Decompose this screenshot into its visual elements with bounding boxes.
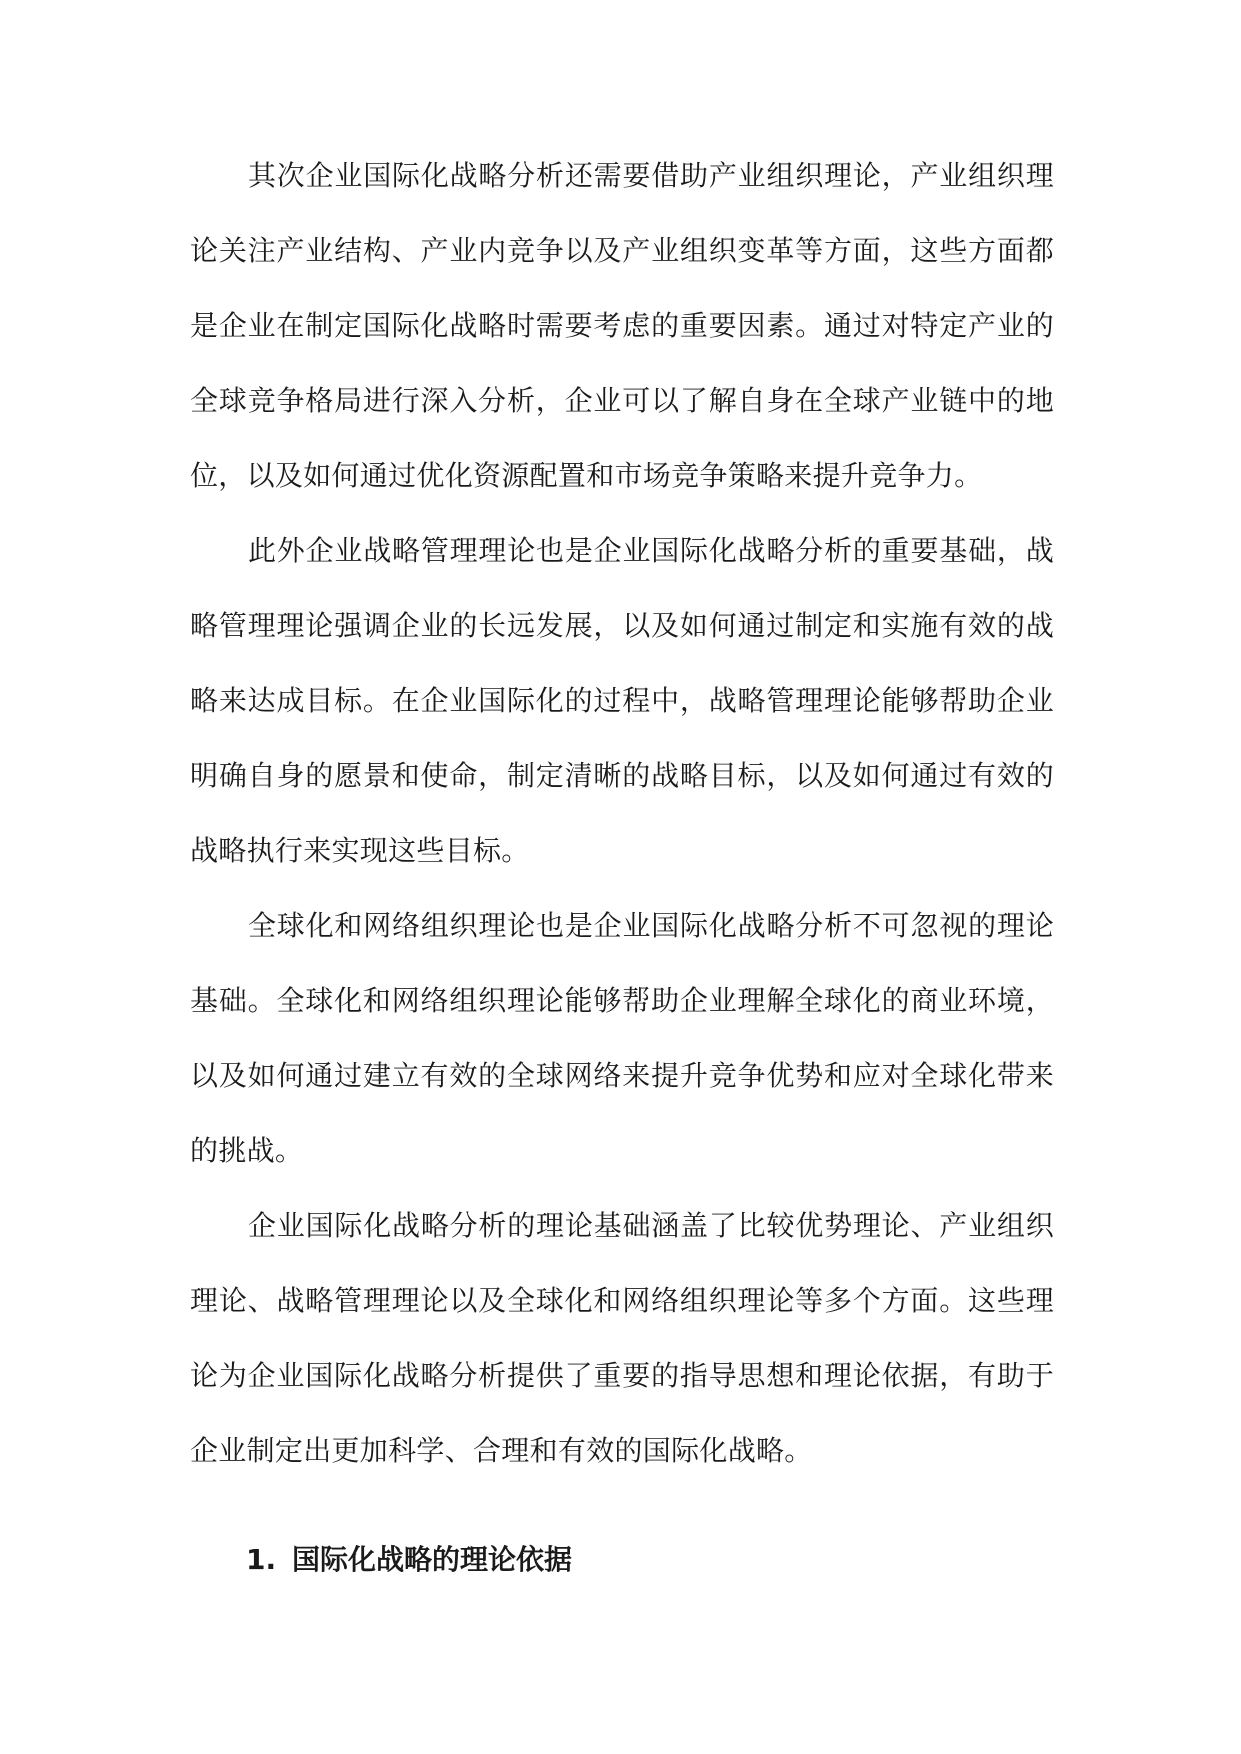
section-heading (246, 1538, 572, 1582)
body-paragraph-1: 其次企业国际化战略分析还需要借助产业组织理论，产业组织理论关注产业结构、产业内竞争以及产业组织变革等方面，这些方面都是企业在制定国际化战略时需要考虑的重要因素。通过对特定产业的全球竞争格局进行深入分析，企业可以了解自身在全球产业链中的地位，以及如何通过优化资源配置和市场竞争策略来提升竞争力。 (190, 159, 1054, 492)
body-paragraph-4: 企业国际化战略分析的理论基础涵盖了比较优势理论、产业组织理论、战略管理理论以及全球化和网络组织理论等多个方面。这些理论为企业国际化战略分析提供了重要的指导思想和理论依据，有助于企业制定出更加科学、合理和有效的国际化战略。 (190, 1209, 1054, 1467)
section-number: 1. (246, 1543, 277, 1576)
section-title: 国际化战略的理论依据 (292, 1543, 573, 1576)
body-paragraph-3: 全球化和网络组织理论也是企业国际化战略分析不可忽视的理论基础。全球化和网络组织理论能够帮助企业理解全球化的商业环境，以及如何通过建立有效的全球网络来提升竞争优势和应对全球化带来的挑战。 (190, 909, 1054, 1167)
body-paragraph-2: 此外企业战略管理理论也是企业国际化战略分析的重要基础，战略管理理论强调企业的长远发展，以及如何通过制定和实施有效的战略来达成目标。在企业国际化的过程中，战略管理理论能够帮助企业明确自身的愿景和使命，制定清晰的战略目标，以及如何通过有效的战略执行来实现这些目标。 (190, 534, 1054, 867)
